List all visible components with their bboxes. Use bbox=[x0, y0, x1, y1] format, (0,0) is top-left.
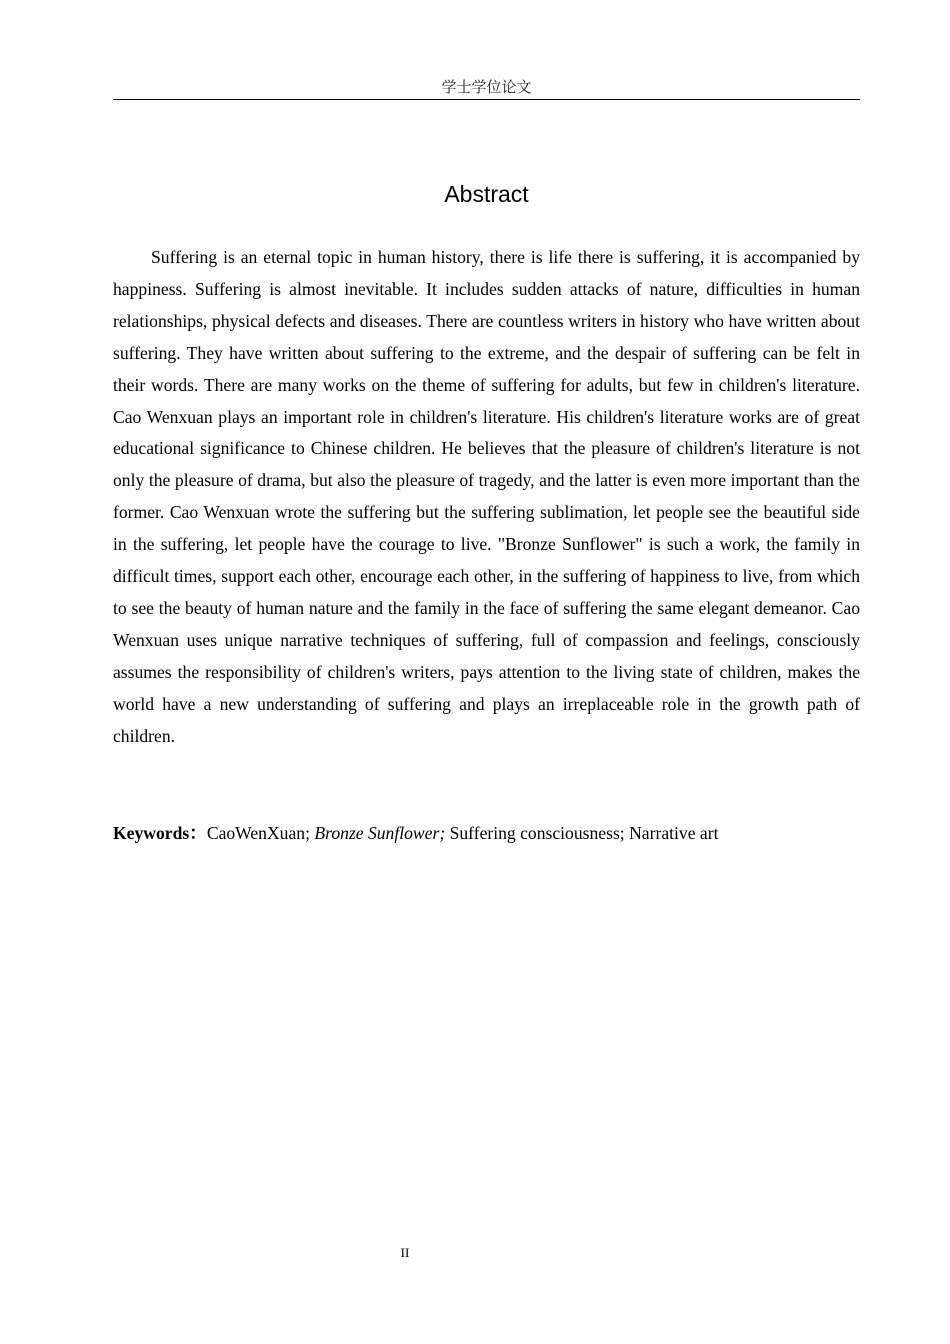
keywords-line bbox=[113, 817, 860, 849]
keyword-item: CaoWenXuan; bbox=[206, 823, 315, 843]
abstract-body: Suffering is an eternal topic in human history, there is life there is suffering, it is accompanied by happiness. Suffering is almost inevitable. It includes sudden attacks of nature, difficulties in human relationships, physical defects and diseases. There are countless writers in history who have written about suffering. They have written about suffering to the extreme, and the despair of suffering can be felt in their words. There are many works on the theme of suffering for adults, but few in children's literature. Cao Wenxuan plays an important role in children's literature. His children's literature works are of great educational significance to Chinese children. He believes that the pleasure of children's literature is not only the pleasure of drama, but also the pleasure of tragedy, and the latter is even more important than the former. Cao Wenxuan wrote the suffering but the suffering sublimation, let people see the beautiful side in the suffering, let people have the courage to live. "Bronze Sunflower" is such a work, the family in difficult times, support each other, encourage each other, in the suffering of happiness to live, from which to see the beauty of human nature and the family in the face of suffering the same elegant demeanor. Cao Wenxuan uses unique narrative techniques of suffering, full of compassion and feelings, consciously assumes the responsibility of children's writers, pays attention to the living state of children, makes the world have a new understanding of suffering and plays an irreplaceable role in the growth path of children. bbox=[113, 247, 860, 746]
keyword-item: Suffering consciousness; Narrative art bbox=[445, 823, 719, 843]
abstract-title: Abstract bbox=[444, 181, 529, 207]
header-rule bbox=[113, 99, 860, 100]
keyword-item-italic: Bronze Sunflower; bbox=[314, 823, 446, 843]
keywords-label: Keywords： bbox=[113, 823, 207, 843]
running-header: 学士学位论文 bbox=[441, 78, 532, 96]
page-number: II bbox=[400, 1245, 410, 1260]
